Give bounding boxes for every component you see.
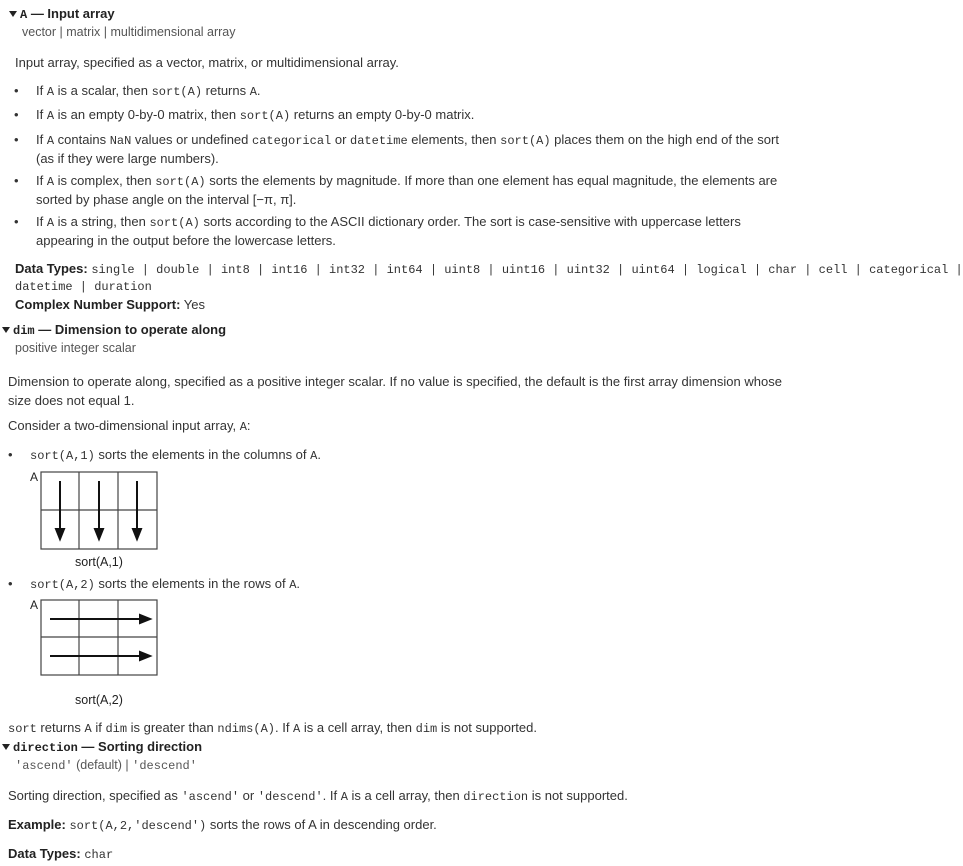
bullet-empty: • If A is an empty 0-by-0 matrix, then sort(A) returns an empty 0-by-0 matrix. xyxy=(36,107,474,123)
param-types: vector | matrix | multidimensional array xyxy=(22,25,236,39)
param-name: A xyxy=(20,8,28,22)
expand-triangle-icon[interactable] xyxy=(2,327,10,333)
bullet-complex: • If A is complex, then sort(A) sorts the elements by magnitude. If more than one element has equal magnitude, the elements are sorted by phase angle on the interval [−π, π]. xyxy=(36,172,800,209)
bullet-scalar: • If A is a scalar, then sort(A) returns A. xyxy=(36,83,261,99)
param-title: — Sorting direction xyxy=(77,739,203,754)
section-dim-header[interactable] xyxy=(2,322,226,338)
bullet-nan: • If A contains NaN values or undefined categorical or datetime elements, then sort(A) places them on the high end of the sort (as if they were large numbers). xyxy=(36,131,800,168)
bullet-string: • If A is a string, then sort(A) sorts according to the ASCII dictionary order. The sort is case-sensitive with uppercase letters appearing in the output before the lowercase letters. xyxy=(36,213,800,250)
bullet-sort-dim1: • sort(A,1) sorts the elements in the columns of A. xyxy=(30,447,321,463)
param-name: dim xyxy=(13,324,35,338)
sort-rows-diagram xyxy=(40,599,158,677)
bullet-sort-dim2: • sort(A,2) sorts the elements in the rows of A. xyxy=(30,576,300,592)
param-name: direction xyxy=(13,741,78,755)
data-types-cont: datetime | duration xyxy=(15,280,152,294)
complex-support: Complex Number Support: Yes xyxy=(15,297,206,312)
expand-triangle-icon[interactable] xyxy=(2,744,10,750)
param-description: Dimension to operate along, specified as a positive integer scalar. If no value is specified, the default is the first array dimension whose size does not equal 1. xyxy=(8,374,782,408)
section-direction-header[interactable] xyxy=(2,739,202,755)
data-types: Data Types: char xyxy=(8,846,114,862)
diagram2-label: A xyxy=(30,598,39,612)
param-types: positive integer scalar xyxy=(15,341,136,355)
example: Example: sort(A,2,'descend') sorts the rows of A in descending order. xyxy=(8,817,437,833)
param-description: Input array, specified as a vector, matrix, or multidimensional array. xyxy=(15,55,399,70)
param-title: — Input array xyxy=(27,6,115,21)
param-description: Sorting direction, specified as 'ascend' or 'descend'. If A is a cell array, then direction is not supported. xyxy=(8,788,628,804)
param-title: — Dimension to operate along xyxy=(34,322,227,337)
blank-patch xyxy=(726,683,800,738)
data-types: Data Types: single | double | int8 | int16 | int32 | int64 | uint8 | uint16 | uint32 | uint64 | logical | char | cell | categorical | xyxy=(15,261,963,277)
consider-text: Consider a two-dimensional input array, A: xyxy=(8,418,251,434)
section-a-header[interactable] xyxy=(9,6,115,22)
diagram2-caption: sort(A,2) xyxy=(75,693,123,707)
expand-triangle-icon[interactable] xyxy=(9,11,17,17)
dim-note: sort returns A if dim is greater than ndims(A). If A is a cell array, then dim is not supported. xyxy=(8,720,537,736)
diagram1-label: A xyxy=(30,470,39,484)
sort-columns-diagram xyxy=(40,471,158,551)
param-types: 'ascend' (default) | 'descend' xyxy=(15,758,197,773)
diagram1-caption: sort(A,1) xyxy=(75,555,123,569)
